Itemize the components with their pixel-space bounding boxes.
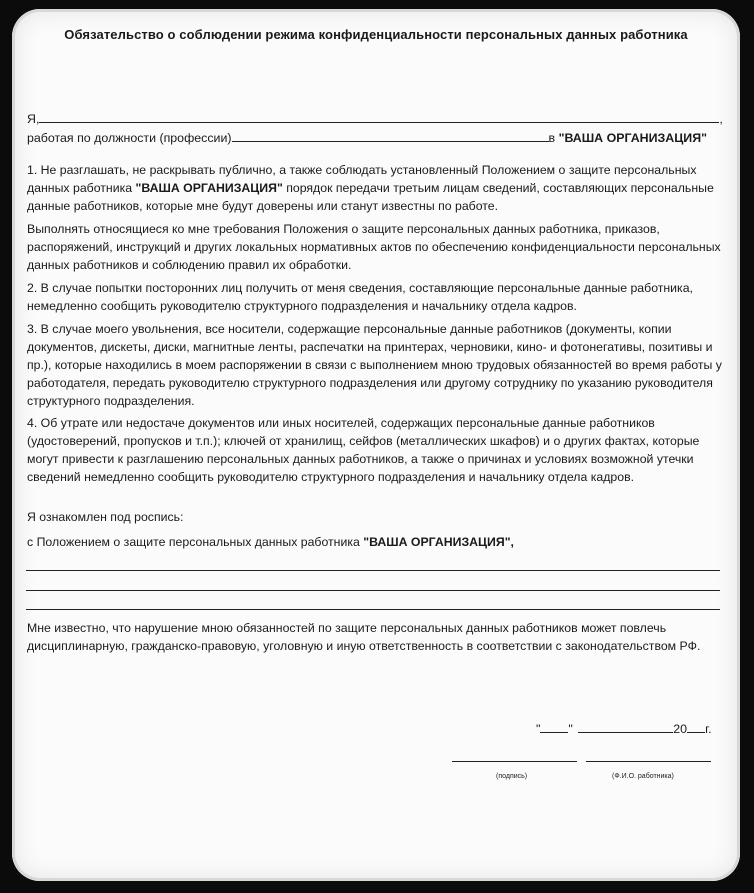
regulation-line <box>27 533 727 551</box>
employee-name-field[interactable] <box>39 109 719 123</box>
position-line <box>27 128 707 147</box>
date-quote-open: " <box>536 722 541 736</box>
blank-line-2[interactable] <box>26 590 720 591</box>
name-line <box>27 109 723 128</box>
paragraph-1-org: "ВАША ОРГАНИЗАЦИЯ" <box>135 181 283 195</box>
paragraph-2: 2. В случае попытки посторонних лиц получить от меня сведения, составляющие персональные данные работника, немедленно сообщить руководителю структурного подразделения и начальнику отдела кадров. <box>27 281 693 313</box>
document-page <box>12 9 740 881</box>
paragraph-1-end: порядок передачи третьим лицам сведений, составляющих персональные данные работников, которые мне будут доверены или станут известны по работе. <box>27 181 714 213</box>
paragraph-1-start: 1. Не разглашать, не раскрывать публично, а также соблюдать установленный Положением о защите персональных данных работника <box>27 163 697 195</box>
position-label: работая по должности (профессии) <box>27 131 232 145</box>
acquainted-text: Я ознакомлен под роспись: <box>27 510 184 524</box>
position-field[interactable] <box>232 128 549 142</box>
org-name: "ВАША ОРГАНИЗАЦИЯ" <box>558 131 707 145</box>
date-line <box>536 719 712 738</box>
date-month-field[interactable] <box>578 719 673 733</box>
i-label: Я, <box>27 112 40 126</box>
signature-field[interactable] <box>452 761 577 762</box>
blank-line-1[interactable] <box>26 570 720 571</box>
in-label: в <box>548 131 556 145</box>
regulation-comma: , <box>510 535 514 549</box>
paragraph-3: 3. В случае моего увольнения, все носители, содержащие персональные данные работников (документы, копии документов, дискеты, диски, магнитные ленты, распечатки на принтерах, черновики, кино- и фотонегативы, позитивы и пр.), которые находились в моем распоряжении в связи с выполнением мною трудовых обязанностей во время работы у работодателя, передать руководителю структурного подразделения или другому сотруднику по указанию руководителя структурного подразделения. <box>27 322 722 408</box>
fullname-caption: (Ф.И.О. работника) <box>612 773 674 780</box>
blank-line-3[interactable] <box>26 609 720 610</box>
signature-caption: (подпись) <box>496 773 528 780</box>
date-year-field[interactable] <box>687 719 705 733</box>
paragraph-1 <box>27 161 727 215</box>
paragraph-4: 4. Об утрате или недостаче документов или иных носителей, содержащих персональные данные работников (удостоверений, пропусков и т.п.); ключей от хранилищ, сейфов (металлических шкафов) и о других фактах, которые могут привести к разглашению персональных данных работников, а также о причинах и условиях возможной утечки сведений немедленно сообщить руководителю структурного подразделения и начальнику отдела кадров. <box>27 416 700 484</box>
regulation-org: "ВАША ОРГАНИЗАЦИЯ" <box>363 535 511 549</box>
date-year-prefix: 20 <box>673 722 688 736</box>
paragraph-requirements: Выполнять относящиеся ко мне требования Положения о защите персональных данных работника, приказов, распоряжений, инструкций и других локальных нормативных актов по обеспечению конфиденциальности персональных данных работников и соблюдению правил их обработки. <box>27 222 721 272</box>
document-title: Обязательство о соблюдении режима конфиденциальности персональных данных работника <box>64 27 688 42</box>
date-year-suffix: г. <box>705 722 712 736</box>
date-day-field[interactable] <box>540 719 568 733</box>
employee-fullname-field[interactable] <box>586 761 711 762</box>
date-quote-close: " <box>568 722 573 736</box>
regulation-label: с Положением о защите персональных данных работника <box>27 535 360 549</box>
i-comma: , <box>719 112 723 126</box>
liability-text: Мне известно, что нарушение мною обязанностей по защите персональных данных работников может повлечь дисциплинарную, гражданско-правовую, уголовную и иную ответственность в соответствии с законодательством РФ. <box>27 621 701 653</box>
